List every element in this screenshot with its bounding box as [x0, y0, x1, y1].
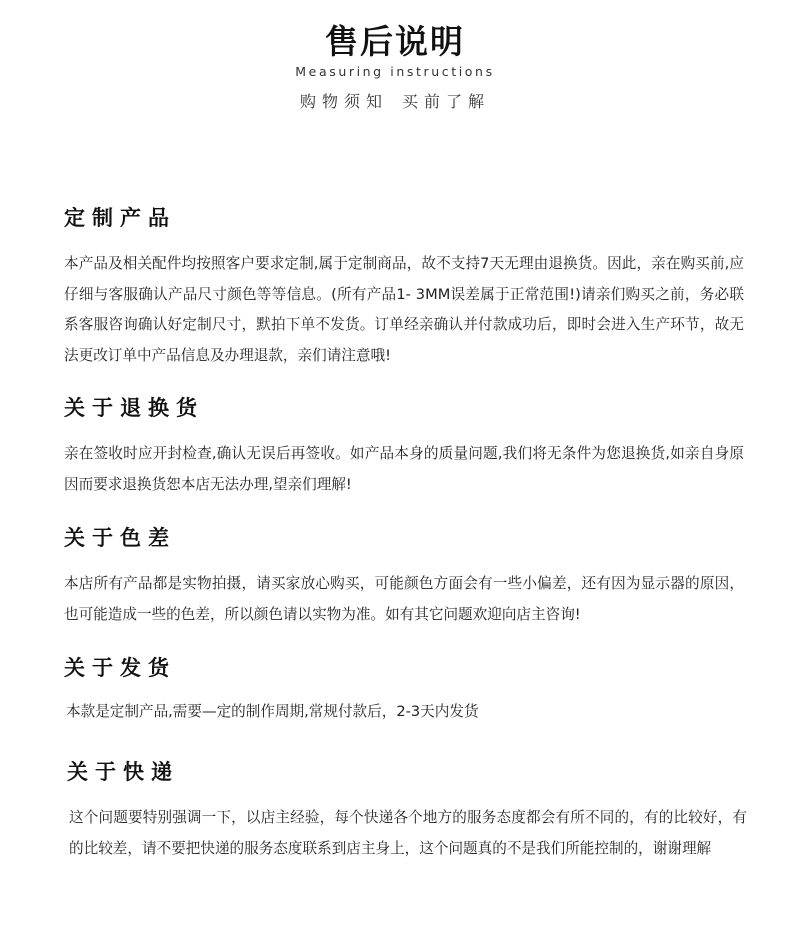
- section-title: 关于发货: [64, 656, 176, 680]
- section-body: 本款是定制产品,需要—定的制作周期,常规付款后，2-3天内发货: [66, 703, 479, 720]
- page-title: 售后说明: [325, 22, 465, 61]
- chinese-subtitle: [0, 91, 790, 113]
- section-title: 定制产品: [64, 206, 176, 230]
- section-custom-products: [64, 203, 744, 371]
- section-title: 关于色差: [64, 526, 176, 550]
- section-returns: [64, 393, 744, 500]
- section-title: 关于退换货: [64, 396, 204, 420]
- section-title: 关于快递: [67, 760, 179, 784]
- section-body: 本店所有产品都是实物拍摄，请买家放心购买，可能颜色方面会有一些小偏差，还有因为显示器的原因，也可能造成一些的色差，所以颜色请以实物为准。如有其它问题欢迎向店主咨询!: [64, 575, 744, 623]
- subtitle-right: 买前了解: [402, 92, 491, 111]
- subtitle-left: 购物须知: [299, 92, 388, 111]
- section-express-delivery: [67, 757, 747, 864]
- section-shipping: [64, 653, 744, 728]
- section-color-difference: [64, 523, 744, 630]
- section-body: 这个问题要特别强调一下，以店主经验，每个快递各个地方的服务态度都会有所不同的，有的比较好，有的比较差，请不要把快递的服务态度联系到店主身上，这个问题真的不是我们所能控制的，谢谢理解: [69, 809, 747, 857]
- section-body: 亲在签收时应开封检查,确认无误后再签收。如产品本身的质量问题,我们将无条件为您退换货,如亲自身原因而要求退换货恕本店无法办理,望亲们理解!: [64, 445, 744, 493]
- section-body: 本产品及相关配件均按照客户要求定制,属于定制商品，故不支持7天无理由退换货。因此，亲在购买前,应仔细与客服确认产品尺寸颜色等等信息。(所有产品1- 3MM误差属于正常范围!)请亲们购买之前，务必联系客服咨询确认好定制尺寸，默拍下单不发货。订单经亲确认并付款成功后，即时会进入生产环节，故无法更改订单中产品信息及办理退款，亲们请注意哦!: [64, 255, 744, 364]
- english-subtitle: Measuring instructions: [295, 64, 495, 79]
